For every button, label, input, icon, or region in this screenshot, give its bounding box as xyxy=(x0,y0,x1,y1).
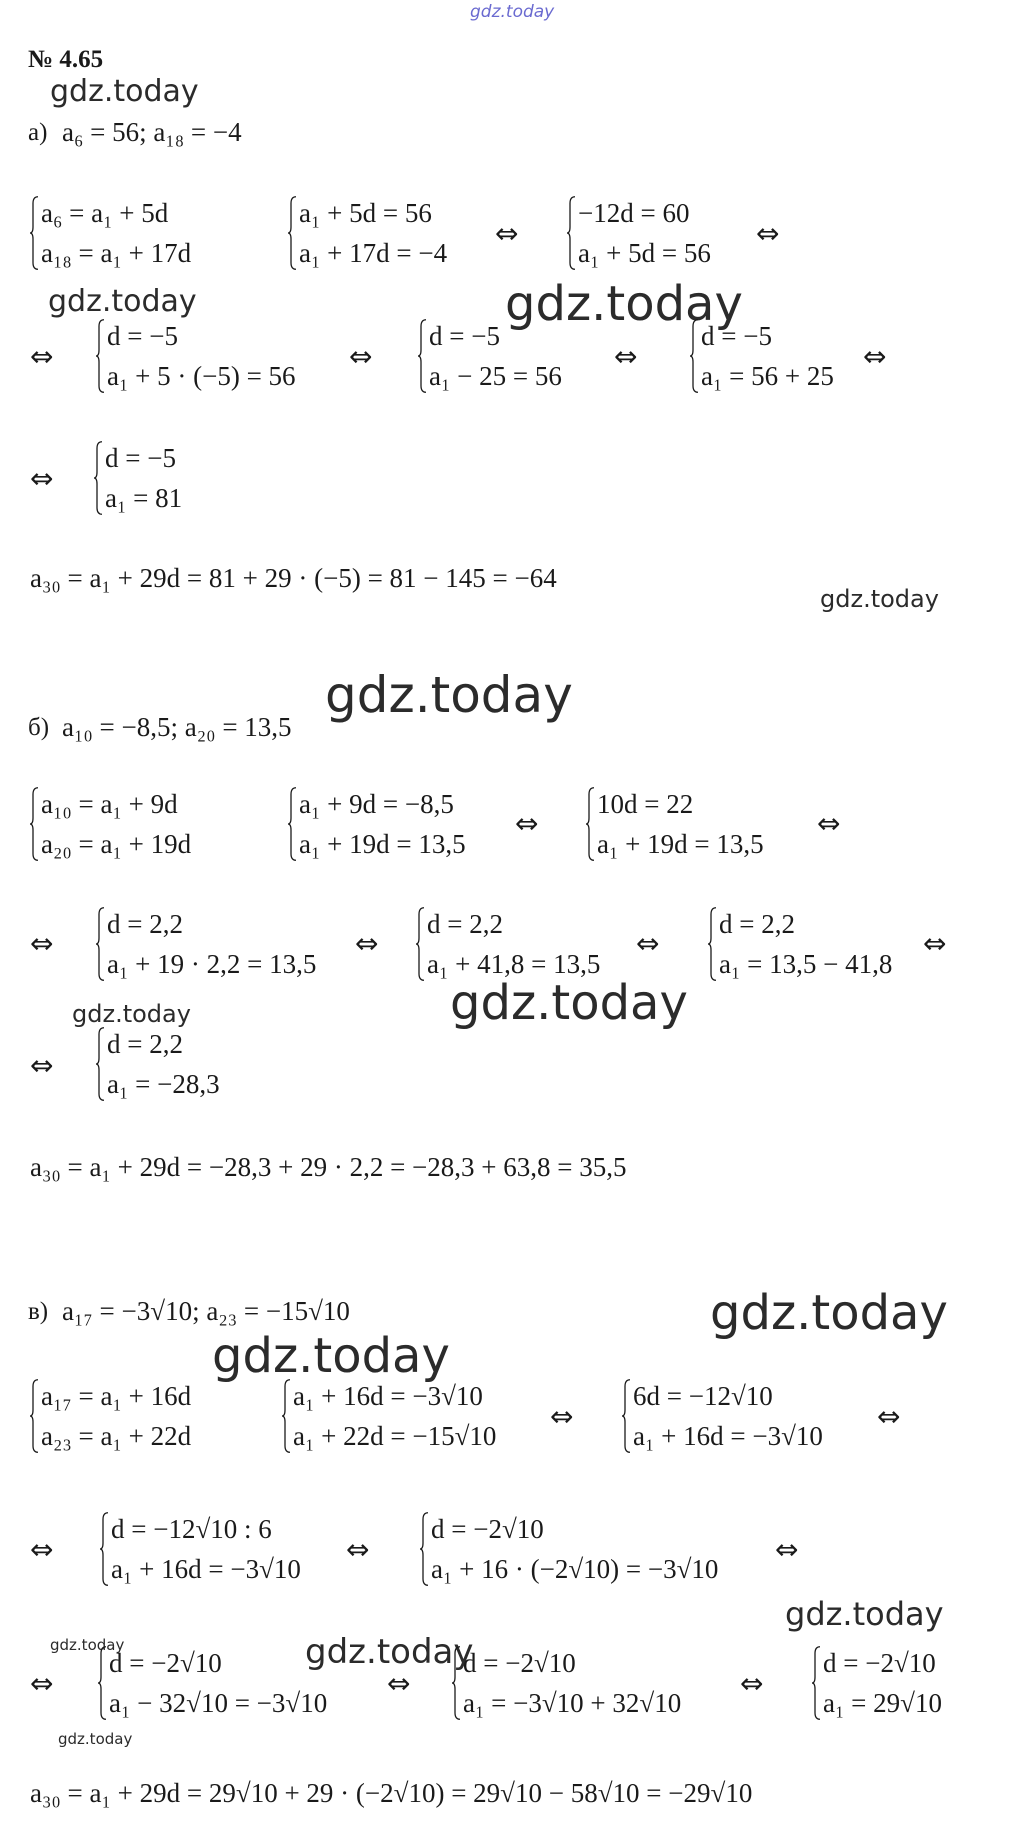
system xyxy=(452,1643,681,1723)
equiv-icon: ⇔ xyxy=(30,340,54,373)
system-line: a₁ = −28,3 xyxy=(107,1069,220,1099)
part-b-given: a₁₀ = −8,5; a₂₀ = 13,5 xyxy=(62,712,292,742)
equiv-icon: ⇔ xyxy=(387,1667,411,1700)
watermark-top: gdz.today xyxy=(470,2,555,22)
system-line: d = −12√10 : 6 xyxy=(111,1514,272,1544)
system-line: a₁ + 22d = −15√10 xyxy=(293,1421,497,1451)
watermark: gdz.today xyxy=(710,1285,948,1341)
watermark: gdz.today xyxy=(305,1632,474,1672)
system-line: a₁ − 25 = 56 xyxy=(429,361,562,391)
system-line: −12d = 60 xyxy=(578,198,690,228)
equiv-icon: ⇔ xyxy=(349,340,373,373)
watermark: gdz.today xyxy=(48,284,197,319)
system-line: a₁ = 29√10 xyxy=(823,1688,942,1718)
system xyxy=(288,193,447,273)
system xyxy=(96,1024,220,1104)
system xyxy=(812,1643,942,1723)
system-line: a₁ + 5d = 56 xyxy=(578,238,711,268)
system-line: d = −2√10 xyxy=(431,1514,544,1544)
system-line: a₂₀ = a₁ + 19d xyxy=(41,829,192,859)
equiv-icon: ⇔ xyxy=(495,217,519,250)
watermark: gdz.today xyxy=(505,276,743,332)
system xyxy=(586,784,764,864)
watermark: gdz.today xyxy=(50,74,199,109)
part-a-result: a₃₀ = a₁ + 29d = 81 + 29 · (−5) = 81 − 145 = −64 xyxy=(30,563,557,593)
equiv-icon: ⇔ xyxy=(30,462,54,495)
system-line: a₂₃ = a₁ + 22d xyxy=(41,1421,192,1451)
system xyxy=(690,316,834,396)
system-line: a₁ − 32√10 = −3√10 xyxy=(109,1688,328,1718)
part-b-label: б) xyxy=(28,714,50,741)
system-line: a₁ = 56 + 25 xyxy=(701,361,834,391)
watermark: gdz.today xyxy=(450,975,688,1031)
watermark: gdz.today xyxy=(785,1595,944,1633)
system-line: d = 2,2 xyxy=(427,909,503,939)
part-c-result: a₃₀ = a₁ + 29d = 29√10 + 29 · (−2√10) = 29√10 − 58√10 = −29√10 xyxy=(30,1778,753,1808)
equiv-icon: ⇔ xyxy=(740,1667,764,1700)
system xyxy=(30,1376,191,1456)
system-line: a₁₇ = a₁ + 16d xyxy=(41,1381,192,1411)
system-line: d = −5 xyxy=(107,321,178,351)
system-line: a₁ + 19d = 13,5 xyxy=(299,829,466,859)
system-line: a₁ + 16d = −3√10 xyxy=(633,1421,823,1451)
system xyxy=(708,904,892,984)
watermark: gdz.today xyxy=(212,1328,450,1384)
system-line: a₁₀ = a₁ + 9d xyxy=(41,789,178,819)
system-line: a₆ = a₁ + 5d xyxy=(41,198,169,228)
watermark: gdz.today xyxy=(50,1636,125,1654)
system xyxy=(418,316,562,396)
system-line: d = −5 xyxy=(105,443,176,473)
equiv-icon: ⇔ xyxy=(756,217,780,250)
equiv-icon: ⇔ xyxy=(30,1049,54,1082)
watermark: gdz.today xyxy=(820,585,939,613)
system-line: a₁ + 16d = −3√10 xyxy=(293,1381,483,1411)
system-line: a₁ + 19d = 13,5 xyxy=(597,829,764,859)
equiv-icon: ⇔ xyxy=(550,1400,574,1433)
system-line: a₁ + 5 · (−5) = 56 xyxy=(107,361,296,391)
system xyxy=(98,1643,327,1723)
equiv-icon: ⇔ xyxy=(775,1533,799,1566)
system xyxy=(30,193,191,273)
equiv-icon: ⇔ xyxy=(515,807,539,840)
system xyxy=(288,784,466,864)
part-a-given xyxy=(62,119,242,146)
system-line: d = −2√10 xyxy=(823,1648,936,1678)
watermark: gdz.today xyxy=(72,1000,191,1028)
system xyxy=(96,904,316,984)
problem-number: № 4.65 xyxy=(28,46,104,73)
system-line: a₁ + 5d = 56 xyxy=(299,198,432,228)
system-line: a₁ + 41,8 = 13,5 xyxy=(427,949,601,979)
system-line: d = −5 xyxy=(701,321,772,351)
system xyxy=(420,1509,718,1589)
system-line: a₁ + 19 · 2,2 = 13,5 xyxy=(107,949,317,979)
equiv-icon: ⇔ xyxy=(817,807,841,840)
equiv-icon: ⇔ xyxy=(636,927,660,960)
system-line: a₁₈ = a₁ + 17d xyxy=(41,238,192,268)
system-line: d = 2,2 xyxy=(107,909,183,939)
system-line: d = −2√10 xyxy=(463,1648,576,1678)
equiv-icon: ⇔ xyxy=(30,1667,54,1700)
system-line: d = −2√10 xyxy=(109,1648,222,1678)
system xyxy=(100,1509,301,1589)
part-c-label: в) xyxy=(28,1298,49,1325)
part-b-result: a₃₀ = a₁ + 29d = −28,3 + 29 · 2,2 = −28,3 + 63,8 = 35,5 xyxy=(30,1152,627,1182)
equiv-icon: ⇔ xyxy=(923,927,947,960)
given-text: a₆ = 56; a₁₈ = −4 xyxy=(62,117,242,147)
system-line: d = 2,2 xyxy=(107,1029,183,1059)
system-line: a₁ + 16d = −3√10 xyxy=(111,1554,301,1584)
system-line: a₁ = 81 xyxy=(105,483,183,513)
equiv-icon: ⇔ xyxy=(614,340,638,373)
system-line: 6d = −12√10 xyxy=(633,1381,773,1411)
system-line: a₁ = −3√10 + 32√10 xyxy=(463,1688,682,1718)
system xyxy=(30,784,191,864)
system xyxy=(567,193,711,273)
system xyxy=(282,1376,496,1456)
part-c-given: a₁₇ = −3√10; a₂₃ = −15√10 xyxy=(62,1296,350,1326)
equiv-icon: ⇔ xyxy=(863,340,887,373)
system xyxy=(622,1376,823,1456)
part-a-label: а) xyxy=(28,119,48,146)
system xyxy=(416,904,600,984)
system-line: 10d = 22 xyxy=(597,789,694,819)
system xyxy=(96,316,296,396)
equiv-icon: ⇔ xyxy=(877,1400,901,1433)
system-line: a₁ + 17d = −4 xyxy=(299,238,448,268)
system-line: a₁ + 9d = −8,5 xyxy=(299,789,454,819)
equiv-icon: ⇔ xyxy=(346,1533,370,1566)
system-line: d = −5 xyxy=(429,321,500,351)
system-line: d = 2,2 xyxy=(719,909,795,939)
equiv-icon: ⇔ xyxy=(30,1533,54,1566)
system-line: a₁ = 13,5 − 41,8 xyxy=(719,949,893,979)
equiv-icon: ⇔ xyxy=(355,927,379,960)
system-line: a₁ + 16 · (−2√10) = −3√10 xyxy=(431,1554,719,1584)
watermark: gdz.today xyxy=(58,1730,133,1748)
watermark: gdz.today xyxy=(325,666,573,724)
system xyxy=(94,438,182,518)
equiv-icon: ⇔ xyxy=(30,927,54,960)
